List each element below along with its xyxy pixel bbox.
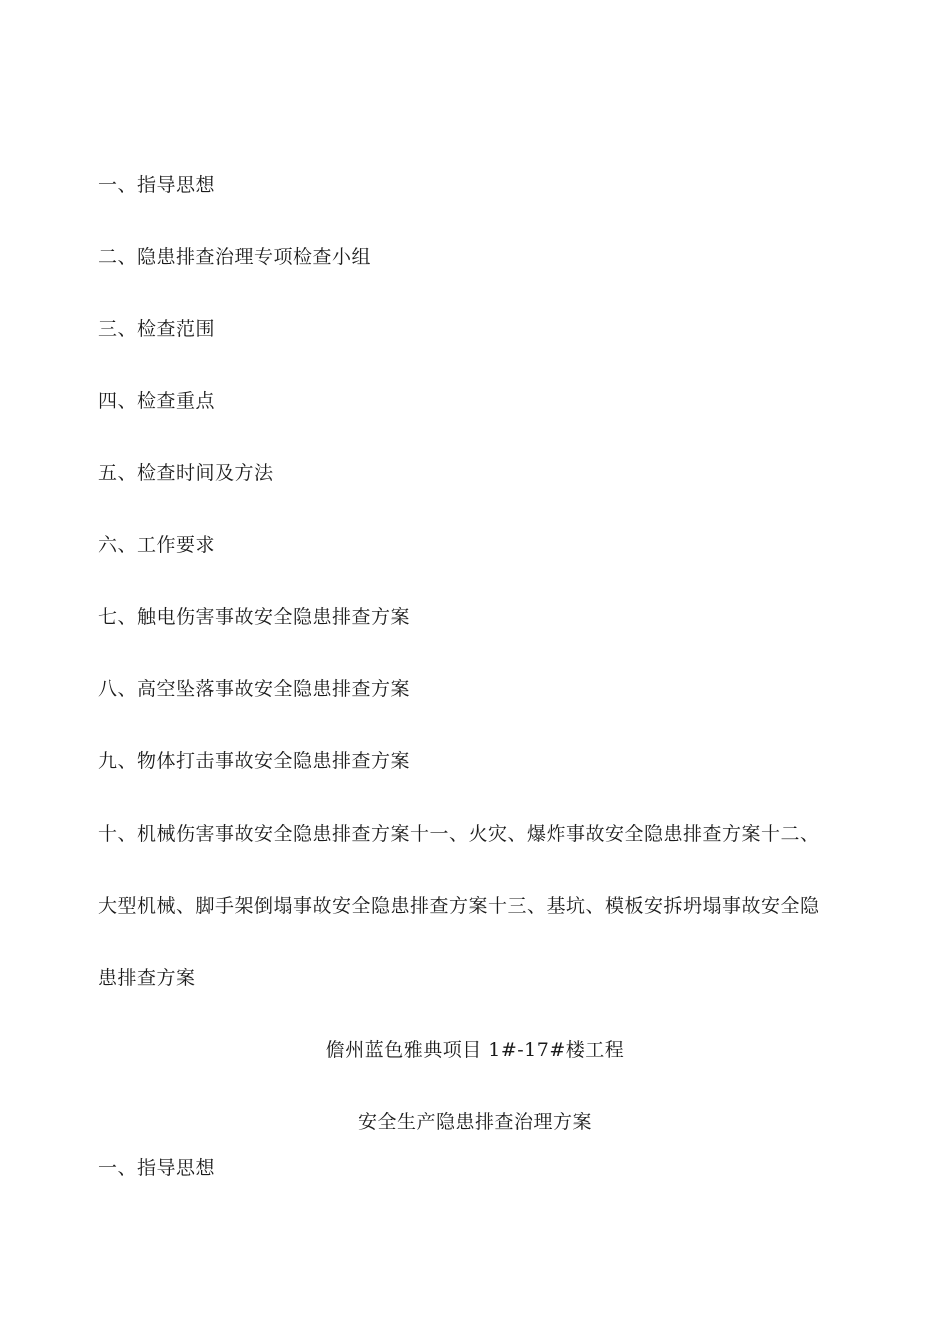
toc-wrapped-line-1: 十、机械伤害事故安全隐患排查方案十一、火灾、爆炸事故安全隐患排查方案十二、 xyxy=(98,823,820,845)
toc-item-inspection-time-method: 五、检查时间及方法 xyxy=(98,462,274,484)
toc-wrapped-line-2: 大型机械、脚手架倒塌事故安全隐患排查方案十三、基坑、模板安拆坍塌事故安全隐 xyxy=(98,895,820,917)
toc-item-guiding-ideology: 一、指导思想 xyxy=(98,174,216,196)
toc-item-inspection-focus: 四、检查重点 xyxy=(98,390,216,412)
toc-item-inspection-team: 二、隐患排查治理专项检查小组 xyxy=(98,246,372,268)
toc-item-inspection-scope: 三、检查范围 xyxy=(98,318,216,340)
toc-wrapped-line-3: 患排查方案 xyxy=(98,967,196,989)
toc-item-fall-from-height-plan: 八、高空坠落事故安全隐患排查方案 xyxy=(98,678,411,700)
plan-title: 安全生产隐患排查治理方案 xyxy=(357,1111,592,1133)
project-title: 儋州蓝色雅典项目 1#-17#楼工程 xyxy=(325,1039,625,1061)
toc-item-electric-shock-plan: 七、触电伤害事故安全隐患排查方案 xyxy=(98,606,411,628)
toc-item-object-strike-plan: 九、物体打击事故安全隐患排查方案 xyxy=(98,750,411,772)
section-heading-guiding-ideology: 一、指导思想 xyxy=(98,1157,216,1179)
toc-item-work-requirements: 六、工作要求 xyxy=(98,534,216,556)
